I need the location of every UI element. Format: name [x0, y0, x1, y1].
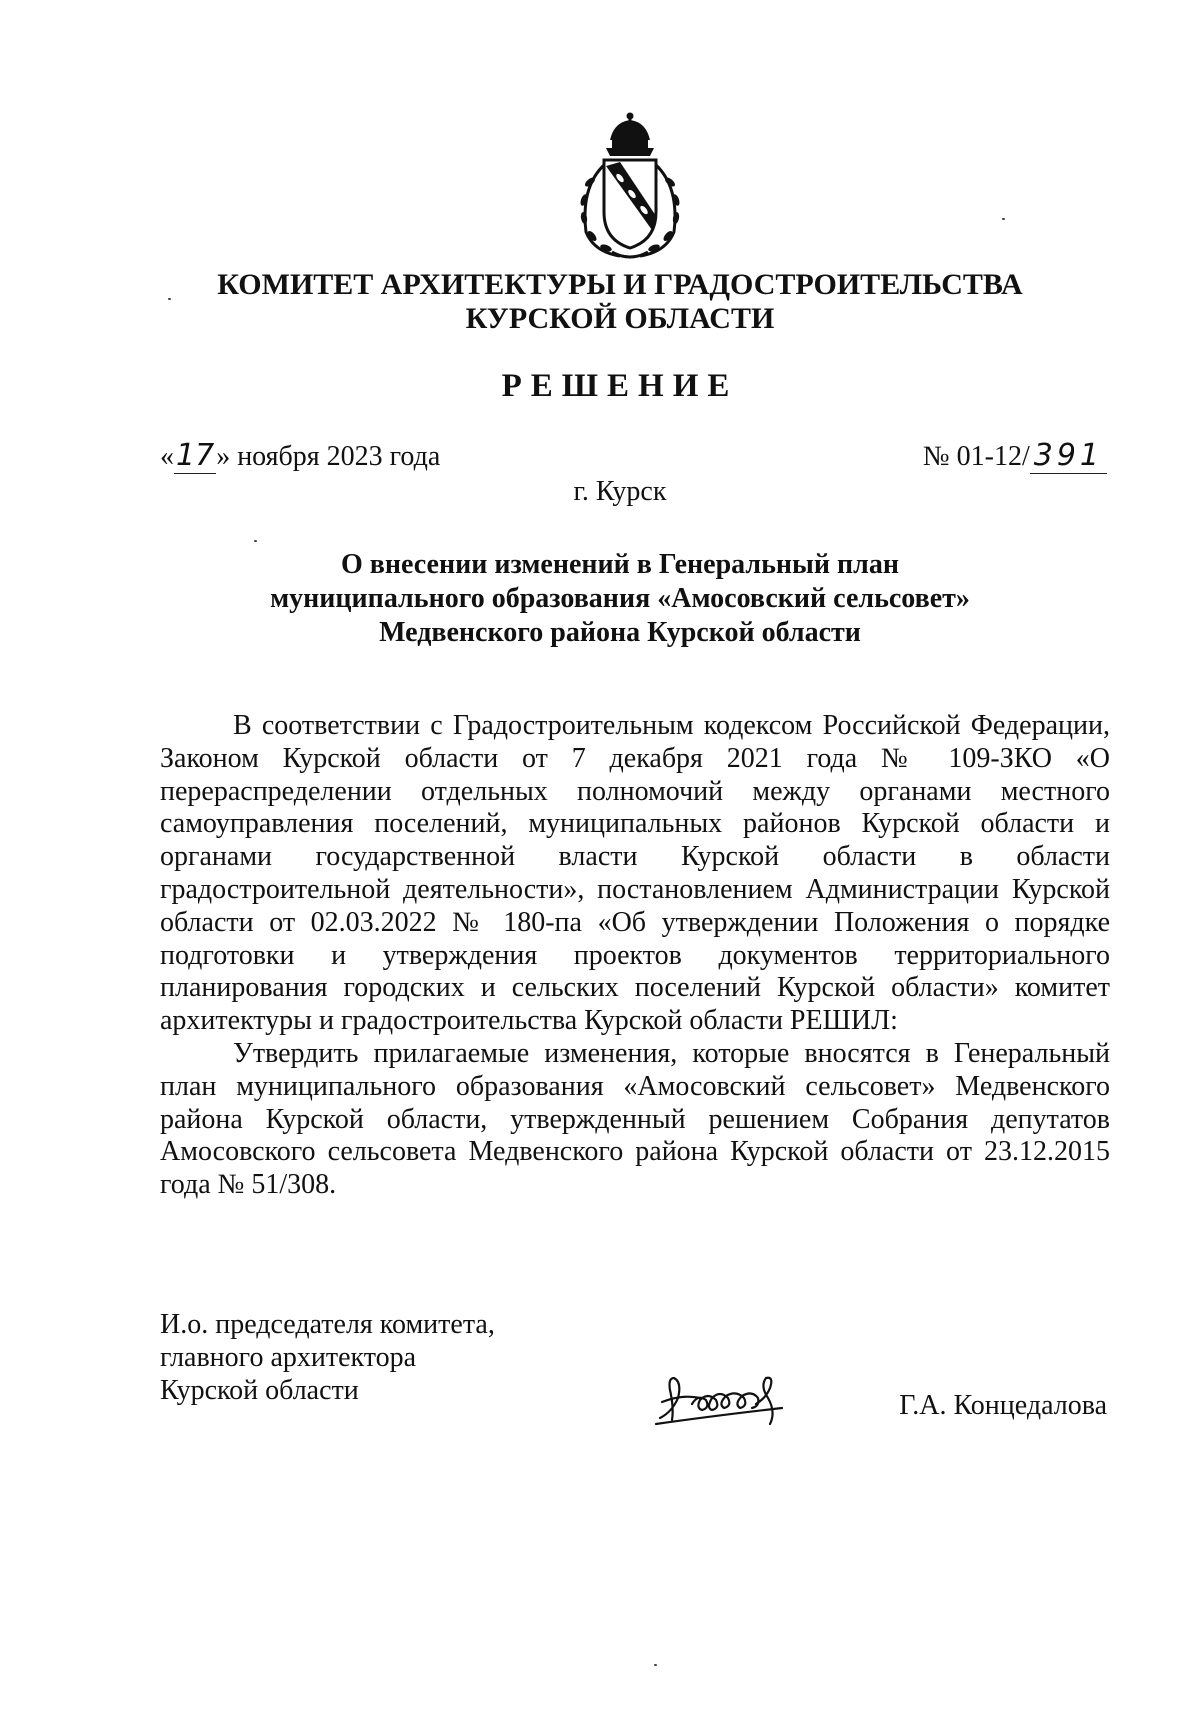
- subject-line1: О внесении изменений в Генеральный план: [340, 549, 900, 580]
- scan-speck: [254, 540, 257, 542]
- organization-name-line2: КУРСКОЙ ОБЛАСТИ: [465, 302, 775, 335]
- date-rest: » ноября 2023 года: [216, 441, 441, 472]
- subject-line3: Медвенского района Курской области: [379, 617, 861, 648]
- subject-line2: муниципального образования «Амосовский сельсовет»: [270, 583, 970, 614]
- number-prefix: № 01-12/: [922, 441, 1030, 472]
- body-paragraph-2: Утвердить прилагаемые изменения, которые вносятся в Генеральный план муниципального образования «Амосовский сельсовет» Медвенского района Курской области, утвержденный решением Собрания депутатов Амосовского сельсовета Медвенского района Курской области от 23.12.2015 года № 51/308.: [160, 1037, 1110, 1201]
- body-paragraph-1: В соответствии с Градостроительным кодексом Российской Федерации, Законом Курской области от 7 декабря 2021 года № 109-ЗКО «О перераспределении отдельных полномочий между органами местного самоуправления поселений, муниципальных районов Курской области и органами государственной власти Курской области в области градостроительной деятельности», постановлением Администрации Курской области от 02.03.2022 № 180-па «Об утверждении Положения о порядке подготовки и утверждения проектов документов территориального планирования городских и сельских поселений Курской области» комитет архитектуры и градостроительства Курской области РЕШИЛ:: [160, 710, 1110, 1037]
- scan-speck: [654, 1664, 657, 1666]
- handwritten-signature: [652, 1368, 842, 1428]
- organization-name: [0, 268, 1200, 336]
- signatory-title-line3: Курской области: [160, 1375, 359, 1406]
- document-body: [160, 710, 1110, 1202]
- document-subject: [0, 548, 1200, 650]
- date-prefix: «: [160, 441, 174, 472]
- coat-of-arms-icon: [550, 112, 710, 262]
- signatory-title: [160, 1308, 495, 1407]
- signatory-title-line1: И.о. председателя комитета,: [160, 1309, 495, 1340]
- signatory-name: Г.А. Концедалова: [899, 1390, 1107, 1421]
- document-date: [160, 438, 440, 474]
- number-value-handwritten: 391: [1030, 438, 1107, 474]
- document-city: г. Курск: [573, 476, 667, 507]
- scan-speck: [168, 298, 171, 300]
- signatory-title-line2: главного архитектора: [160, 1342, 417, 1373]
- document-type-title: РЕШЕНИЕ: [501, 368, 739, 404]
- document-number: [923, 438, 1107, 474]
- organization-name-line1: КОМИТЕТ АРХИТЕКТУРЫ И ГРАДОСТРОИТЕЛЬСТВА: [217, 268, 1023, 301]
- date-day-handwritten: 17: [176, 438, 215, 473]
- scan-speck: [1002, 218, 1005, 220]
